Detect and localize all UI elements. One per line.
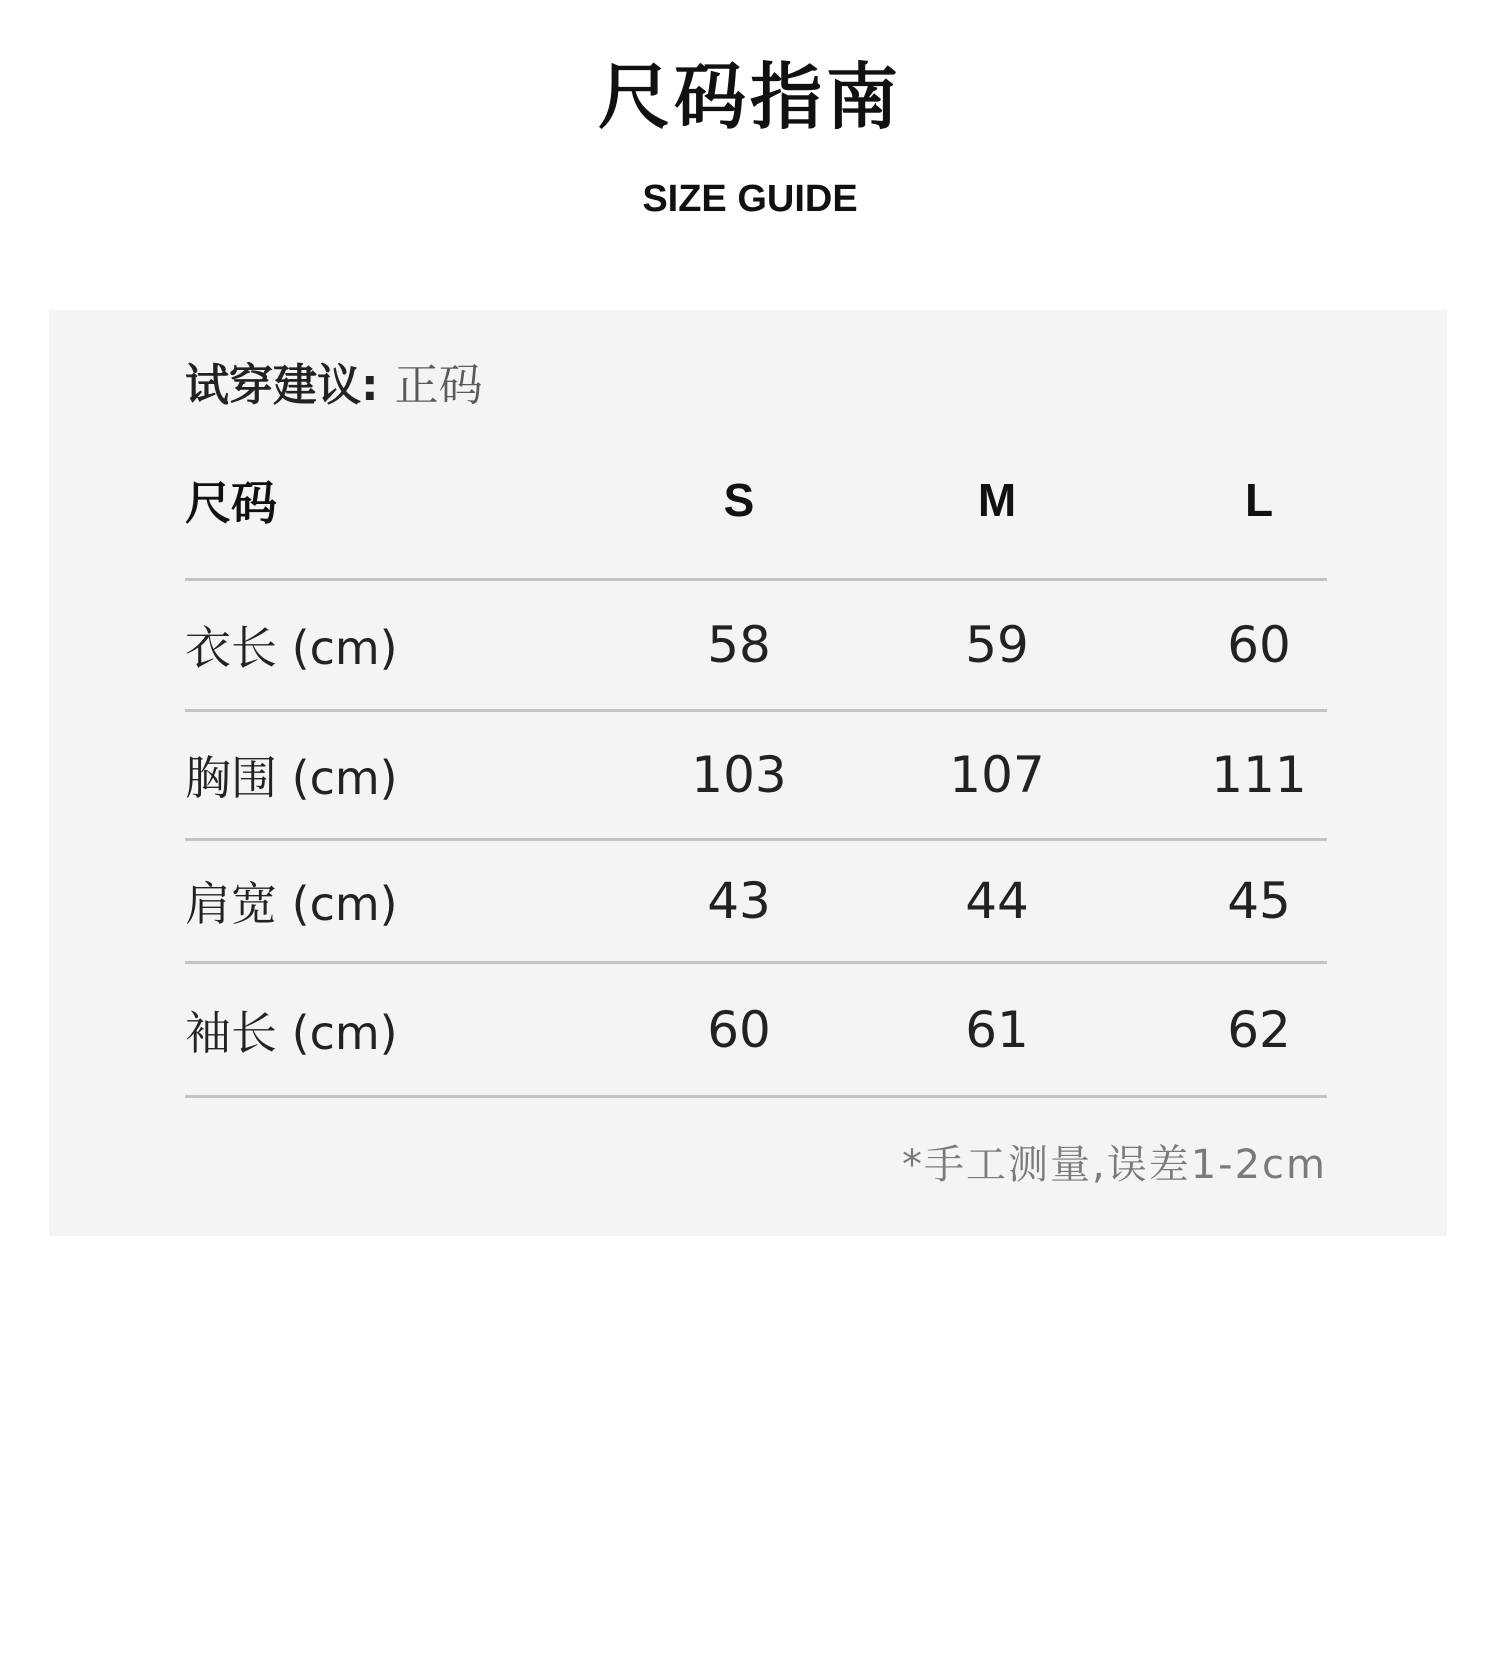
page-title: 尺码指南: [597, 55, 902, 139]
header-size-l: L: [1244, 474, 1274, 526]
cell-chest-l: 111: [1211, 746, 1307, 804]
row-label-sleeve: 袖长 (cm): [185, 1005, 398, 1060]
cell-chest-s: 103: [691, 746, 787, 804]
size-guide-panel: [49, 310, 1447, 1236]
cell-shoulder-l: 45: [1227, 872, 1291, 930]
table-row: [185, 838, 1327, 961]
table-row: [185, 578, 1327, 709]
table-header-row: [185, 450, 1327, 578]
row-label-shoulder: 肩宽 (cm): [185, 877, 398, 931]
cell-sleeve-s: 60: [707, 1000, 771, 1059]
cell-length-s: 58: [707, 616, 771, 674]
cell-shoulder-s: 43: [707, 872, 771, 930]
header-size-m: M: [977, 474, 1017, 526]
cell-length-l: 60: [1227, 616, 1291, 674]
header-size-label: 尺码: [185, 477, 277, 529]
cell-sleeve-l: 62: [1227, 1000, 1291, 1059]
fit-suggestion-label: 试穿建议:: [185, 360, 379, 411]
cell-shoulder-m: 44: [965, 872, 1029, 930]
page-subtitle: SIZE GUIDE: [642, 178, 858, 220]
measurement-note: *手工测量,误差1-2cm: [901, 1142, 1327, 1188]
row-label-chest: 胸围 (cm): [185, 751, 398, 805]
cell-chest-m: 107: [949, 746, 1045, 804]
table-row: [185, 709, 1327, 838]
cell-length-m: 59: [965, 616, 1029, 674]
cell-sleeve-m: 61: [965, 1000, 1029, 1059]
table-row: [185, 961, 1327, 1098]
header-size-s: S: [723, 474, 755, 526]
fit-suggestion-value: 正码: [394, 360, 483, 411]
row-label-length: 衣长 (cm): [185, 621, 398, 675]
fit-suggestion: [185, 358, 483, 414]
size-table: [185, 450, 1327, 1098]
